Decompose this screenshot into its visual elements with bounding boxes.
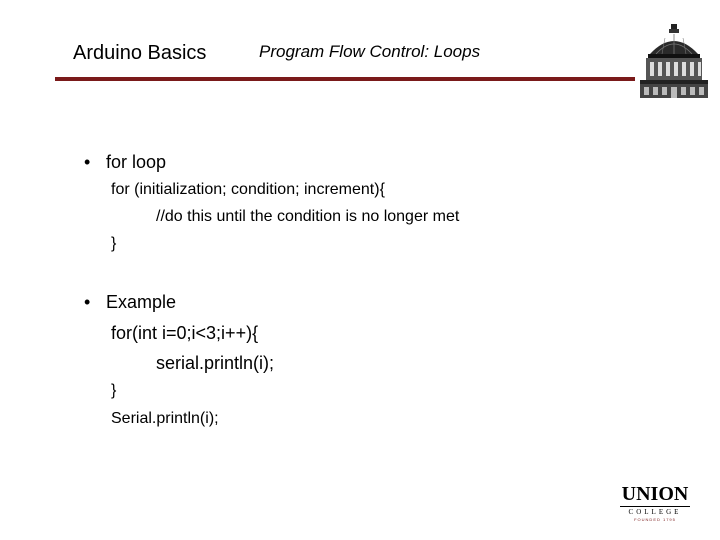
- logo-rule: [620, 506, 690, 507]
- slide-subtitle: Program Flow Control: Loops: [259, 42, 481, 61]
- bullet-dot: •: [84, 152, 91, 172]
- title-divider: [55, 77, 635, 81]
- bullet-example: [84, 292, 176, 313]
- code-line: for (initialization; condition; increment){: [111, 181, 385, 198]
- bullet-dot: •: [84, 292, 91, 312]
- code-line: serial.println(i);: [156, 353, 275, 373]
- union-college-logo: [618, 484, 692, 524]
- code-line: }: [111, 235, 117, 252]
- bullet-label: for loop: [106, 152, 167, 172]
- code-line: Serial.println(i);: [111, 410, 219, 427]
- slide-title: Arduino Basics: [73, 42, 207, 64]
- logo-subword: COLLEGE: [628, 508, 682, 516]
- bullet-label: Example: [106, 292, 177, 312]
- code-line: for(int i=0;i<3;i++){: [111, 323, 259, 343]
- logo-wordmark: UNION: [621, 483, 689, 505]
- code-line: //do this until the condition is no longer met: [156, 208, 460, 225]
- logo-founded: FOUNDED 1795: [634, 517, 676, 522]
- rotunda-icon: [638, 24, 710, 98]
- code-line: }: [111, 382, 117, 399]
- bullet-for-loop: [84, 152, 166, 173]
